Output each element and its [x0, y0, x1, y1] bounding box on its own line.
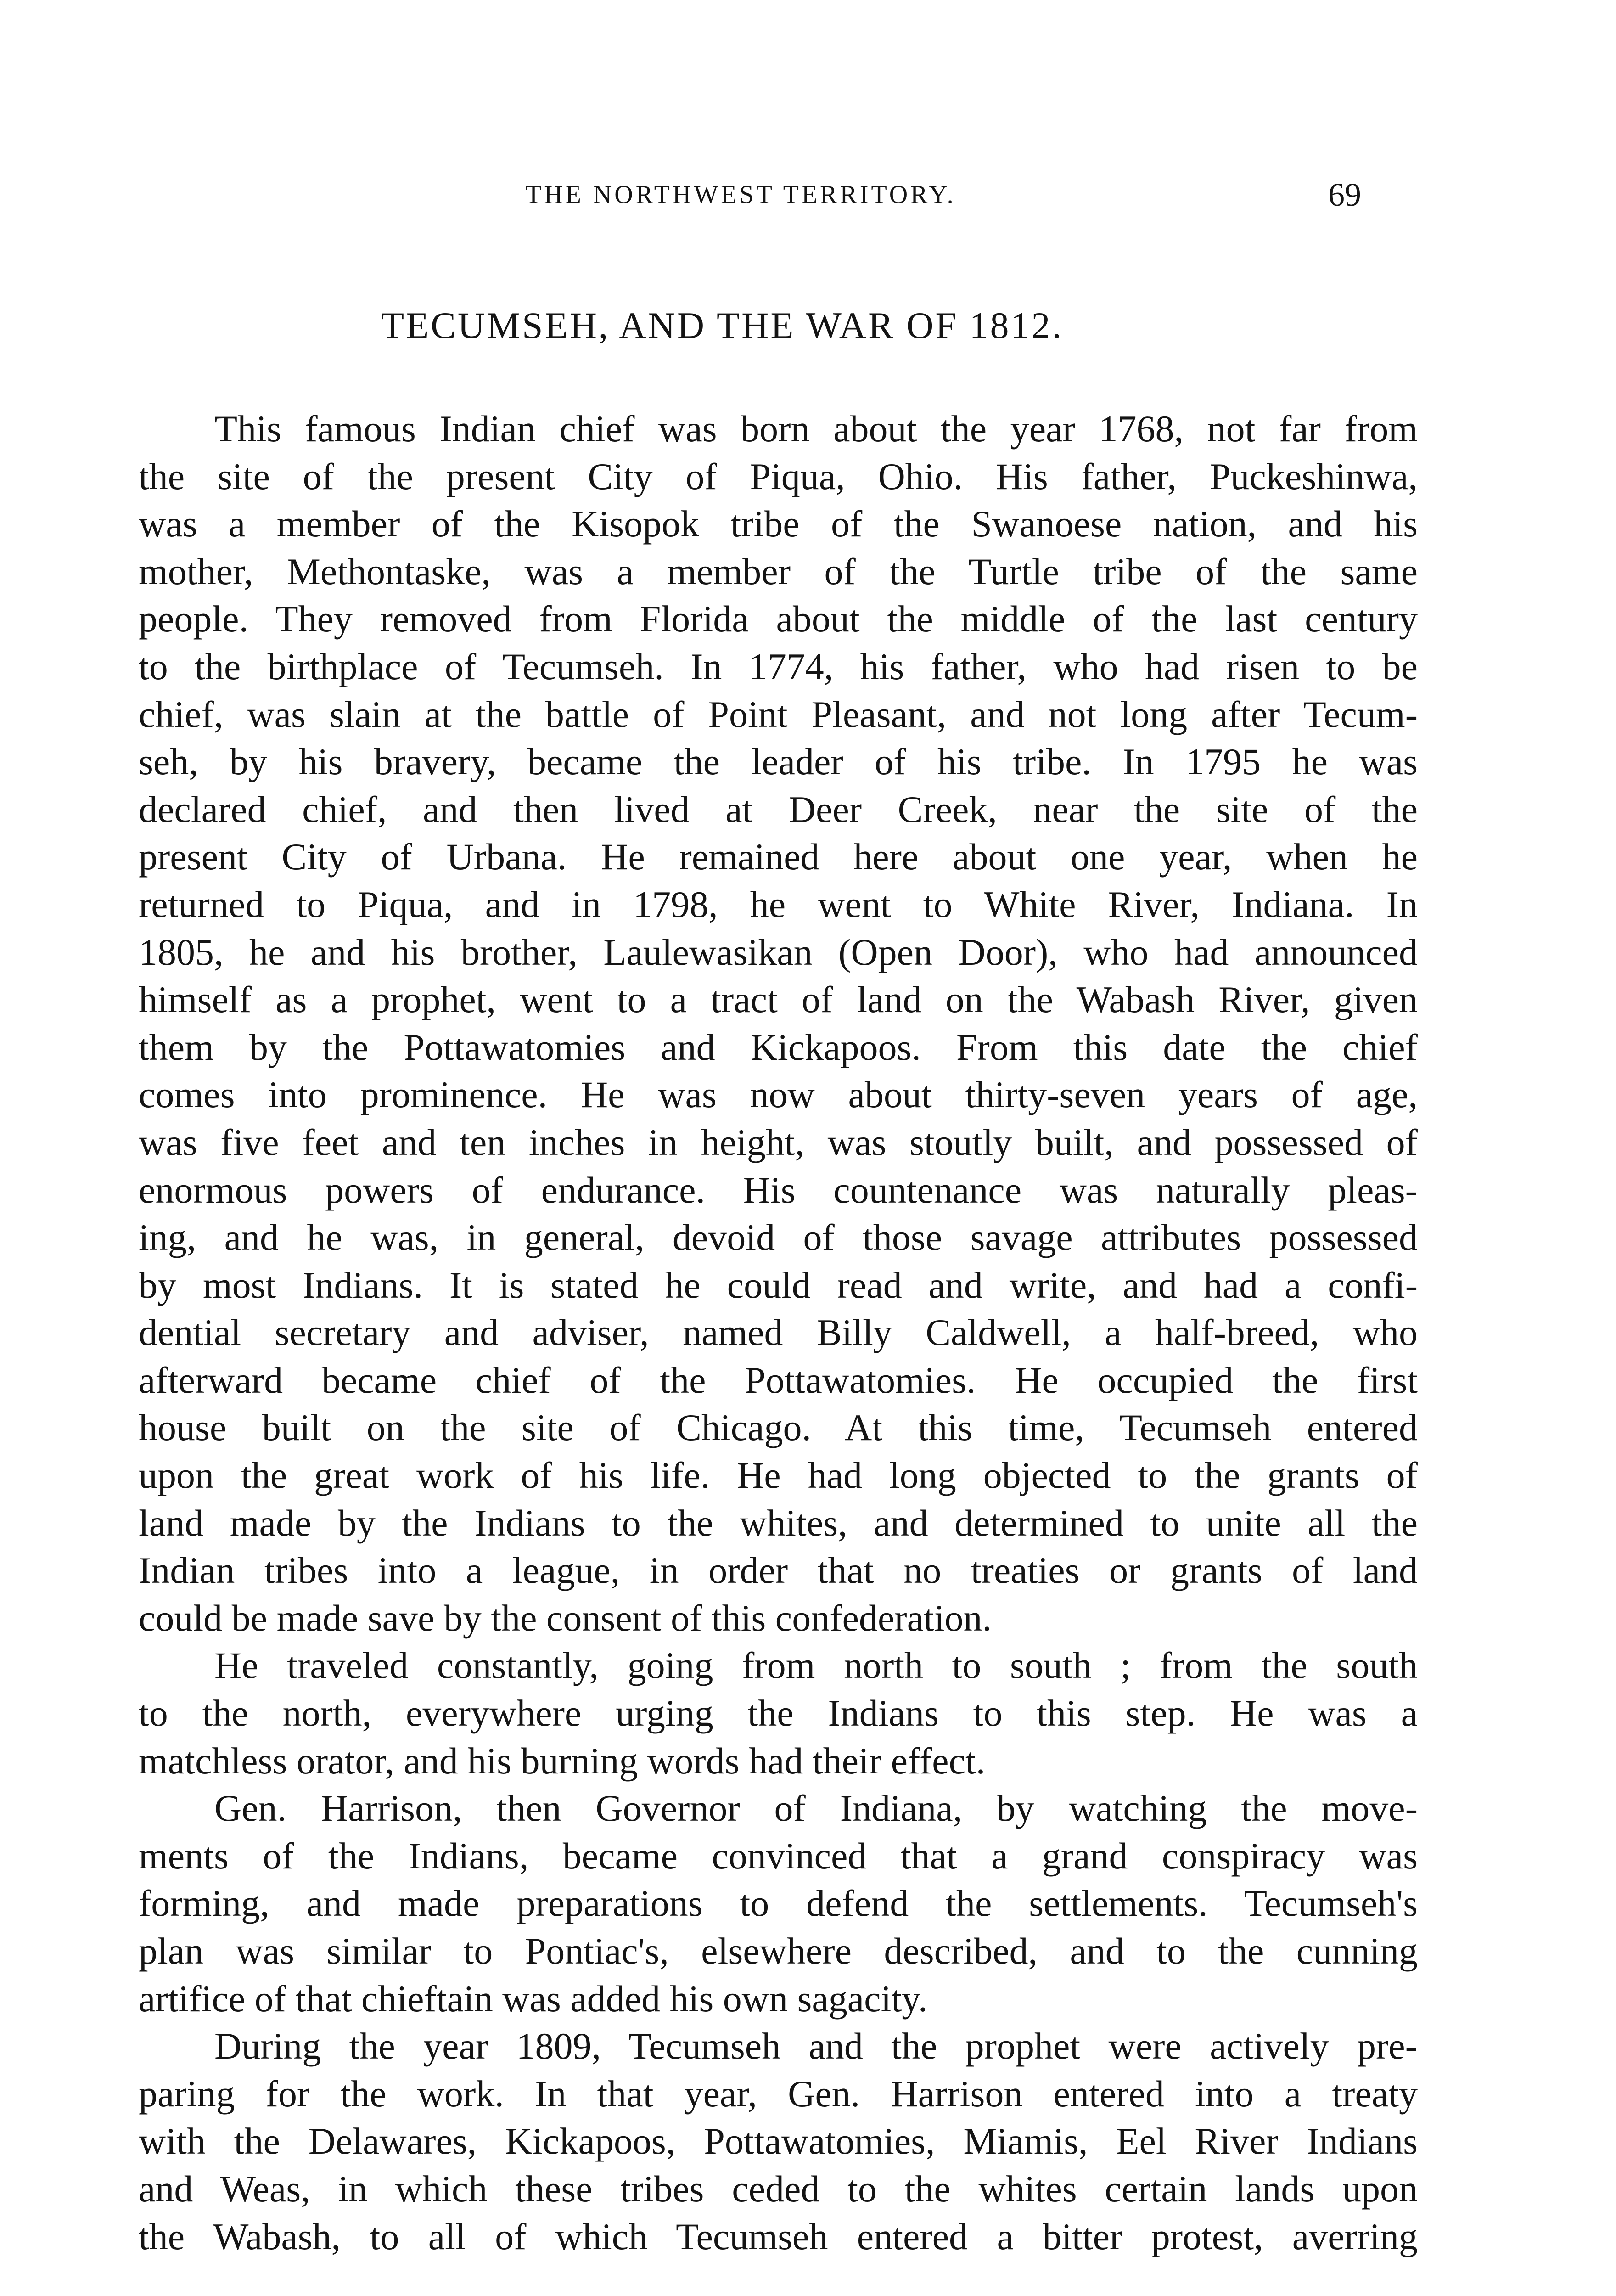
text-line: chief, was slain at the battle of Point Pleasant, and not long after Tecum-: [139, 693, 1418, 735]
text-line: land made by the Indians to the whites, and determined to unite all the: [139, 1502, 1418, 1544]
running-head: THE NORTHWEST TERRITORY.: [526, 180, 956, 209]
text-line: During the year 1809, Tecumseh and the prophet were actively pre-: [214, 2025, 1418, 2067]
text-line: ments of the Indians, became convinced that a grand conspiracy was: [139, 1835, 1418, 1877]
text-line: people. They removed from Florida about the middle of the last century: [139, 598, 1418, 640]
text-line: seh, by his bravery, became the leader of his tribe. In 1795 he was: [139, 741, 1418, 783]
text-line: to the north, everywhere urging the Indians to this step. He was a: [139, 1692, 1418, 1734]
text-line: matchless orator, and his burning words had their effect.: [139, 1739, 986, 1782]
text-line: dential secretary and adviser, named Billy Caldwell, a half-breed, who: [139, 1311, 1418, 1354]
text-line: by most Indians. It is stated he could read and write, and had a confi-: [139, 1264, 1418, 1306]
text-line: enormous powers of endurance. His countenance was naturally pleas-: [139, 1169, 1418, 1211]
text-line: Indian tribes into a league, in order that no treaties or grants of land: [139, 1549, 1418, 1592]
page-number: 69: [1328, 176, 1361, 213]
text-line: could be made save by the consent of this confederation.: [139, 1597, 992, 1639]
text-line: himself as a prophet, went to a tract of land on the Wabash River, given: [139, 979, 1418, 1021]
text-line: artifice of that chieftain was added his own sagacity.: [139, 1977, 928, 2020]
text-line: was five feet and ten inches in height, was stoutly built, and possessed of: [139, 1121, 1418, 1163]
text-line: This famous Indian chief was born about the year 1768, not far from: [214, 408, 1418, 450]
text-line: the Wabash, to all of which Tecumseh entered a bitter protest, averring: [139, 2215, 1418, 2257]
text-line: them by the Pottawatomies and Kickapoos. From this date the chief: [139, 1026, 1418, 1068]
body-text: [139, 405, 1418, 2260]
text-line: plan was similar to Pontiac's, elsewhere described, and to the cunning: [139, 1930, 1418, 1972]
text-line: comes into prominence. He was now about thirty-seven years of age,: [139, 1074, 1418, 1116]
text-line: forming, and made preparations to defend the settlements. Tecumseh's: [139, 1882, 1418, 1925]
text-line: paring for the work. In that year, Gen. Harrison entered into a treaty: [139, 2072, 1418, 2115]
text-line: house built on the site of Chicago. At this time, Tecumseh entered: [139, 1407, 1418, 1449]
text-line: afterward became chief of the Pottawatomies. He occupied the first: [139, 1359, 1418, 1401]
text-line: ing, and he was, in general, devoid of those savage attributes possessed: [139, 1216, 1418, 1259]
text-line: upon the great work of his life. He had long objected to the grants of: [139, 1454, 1418, 1497]
text-line: Gen. Harrison, then Governor of Indiana, by watching the move-: [214, 1787, 1418, 1829]
text-line: declared chief, and then lived at Deer Creek, near the site of the: [139, 788, 1418, 830]
text-line: 1805, he and his brother, Laulewasikan (Open Door), who had announced: [139, 931, 1418, 973]
text-line: returned to Piqua, and in 1798, he went to White River, Indiana. In: [139, 883, 1418, 925]
text-line: and Weas, in which these tribes ceded to the whites certain lands upon: [139, 2167, 1418, 2210]
text-line: with the Delawares, Kickapoos, Pottawatomies, Miamis, Eel River Indians: [139, 2120, 1418, 2162]
text-line: He traveled constantly, going from north to south ; from the south: [214, 1644, 1418, 1687]
text-line: present City of Urbana. He remained here about one year, when he: [139, 836, 1418, 878]
text-line: mother, Methontaske, was a member of the Turtle tribe of the same: [139, 550, 1418, 592]
text-line: was a member of the Kisopok tribe of the Swanoese nation, and his: [139, 503, 1418, 545]
text-line: the site of the present City of Piqua, Ohio. His father, Puckeshinwa,: [139, 455, 1418, 497]
text-line: to the birthplace of Tecumseh. In 1774, his father, who had risen to be: [139, 645, 1418, 687]
chapter-title: TECUMSEH, AND THE WAR OF 1812.: [381, 304, 1064, 346]
